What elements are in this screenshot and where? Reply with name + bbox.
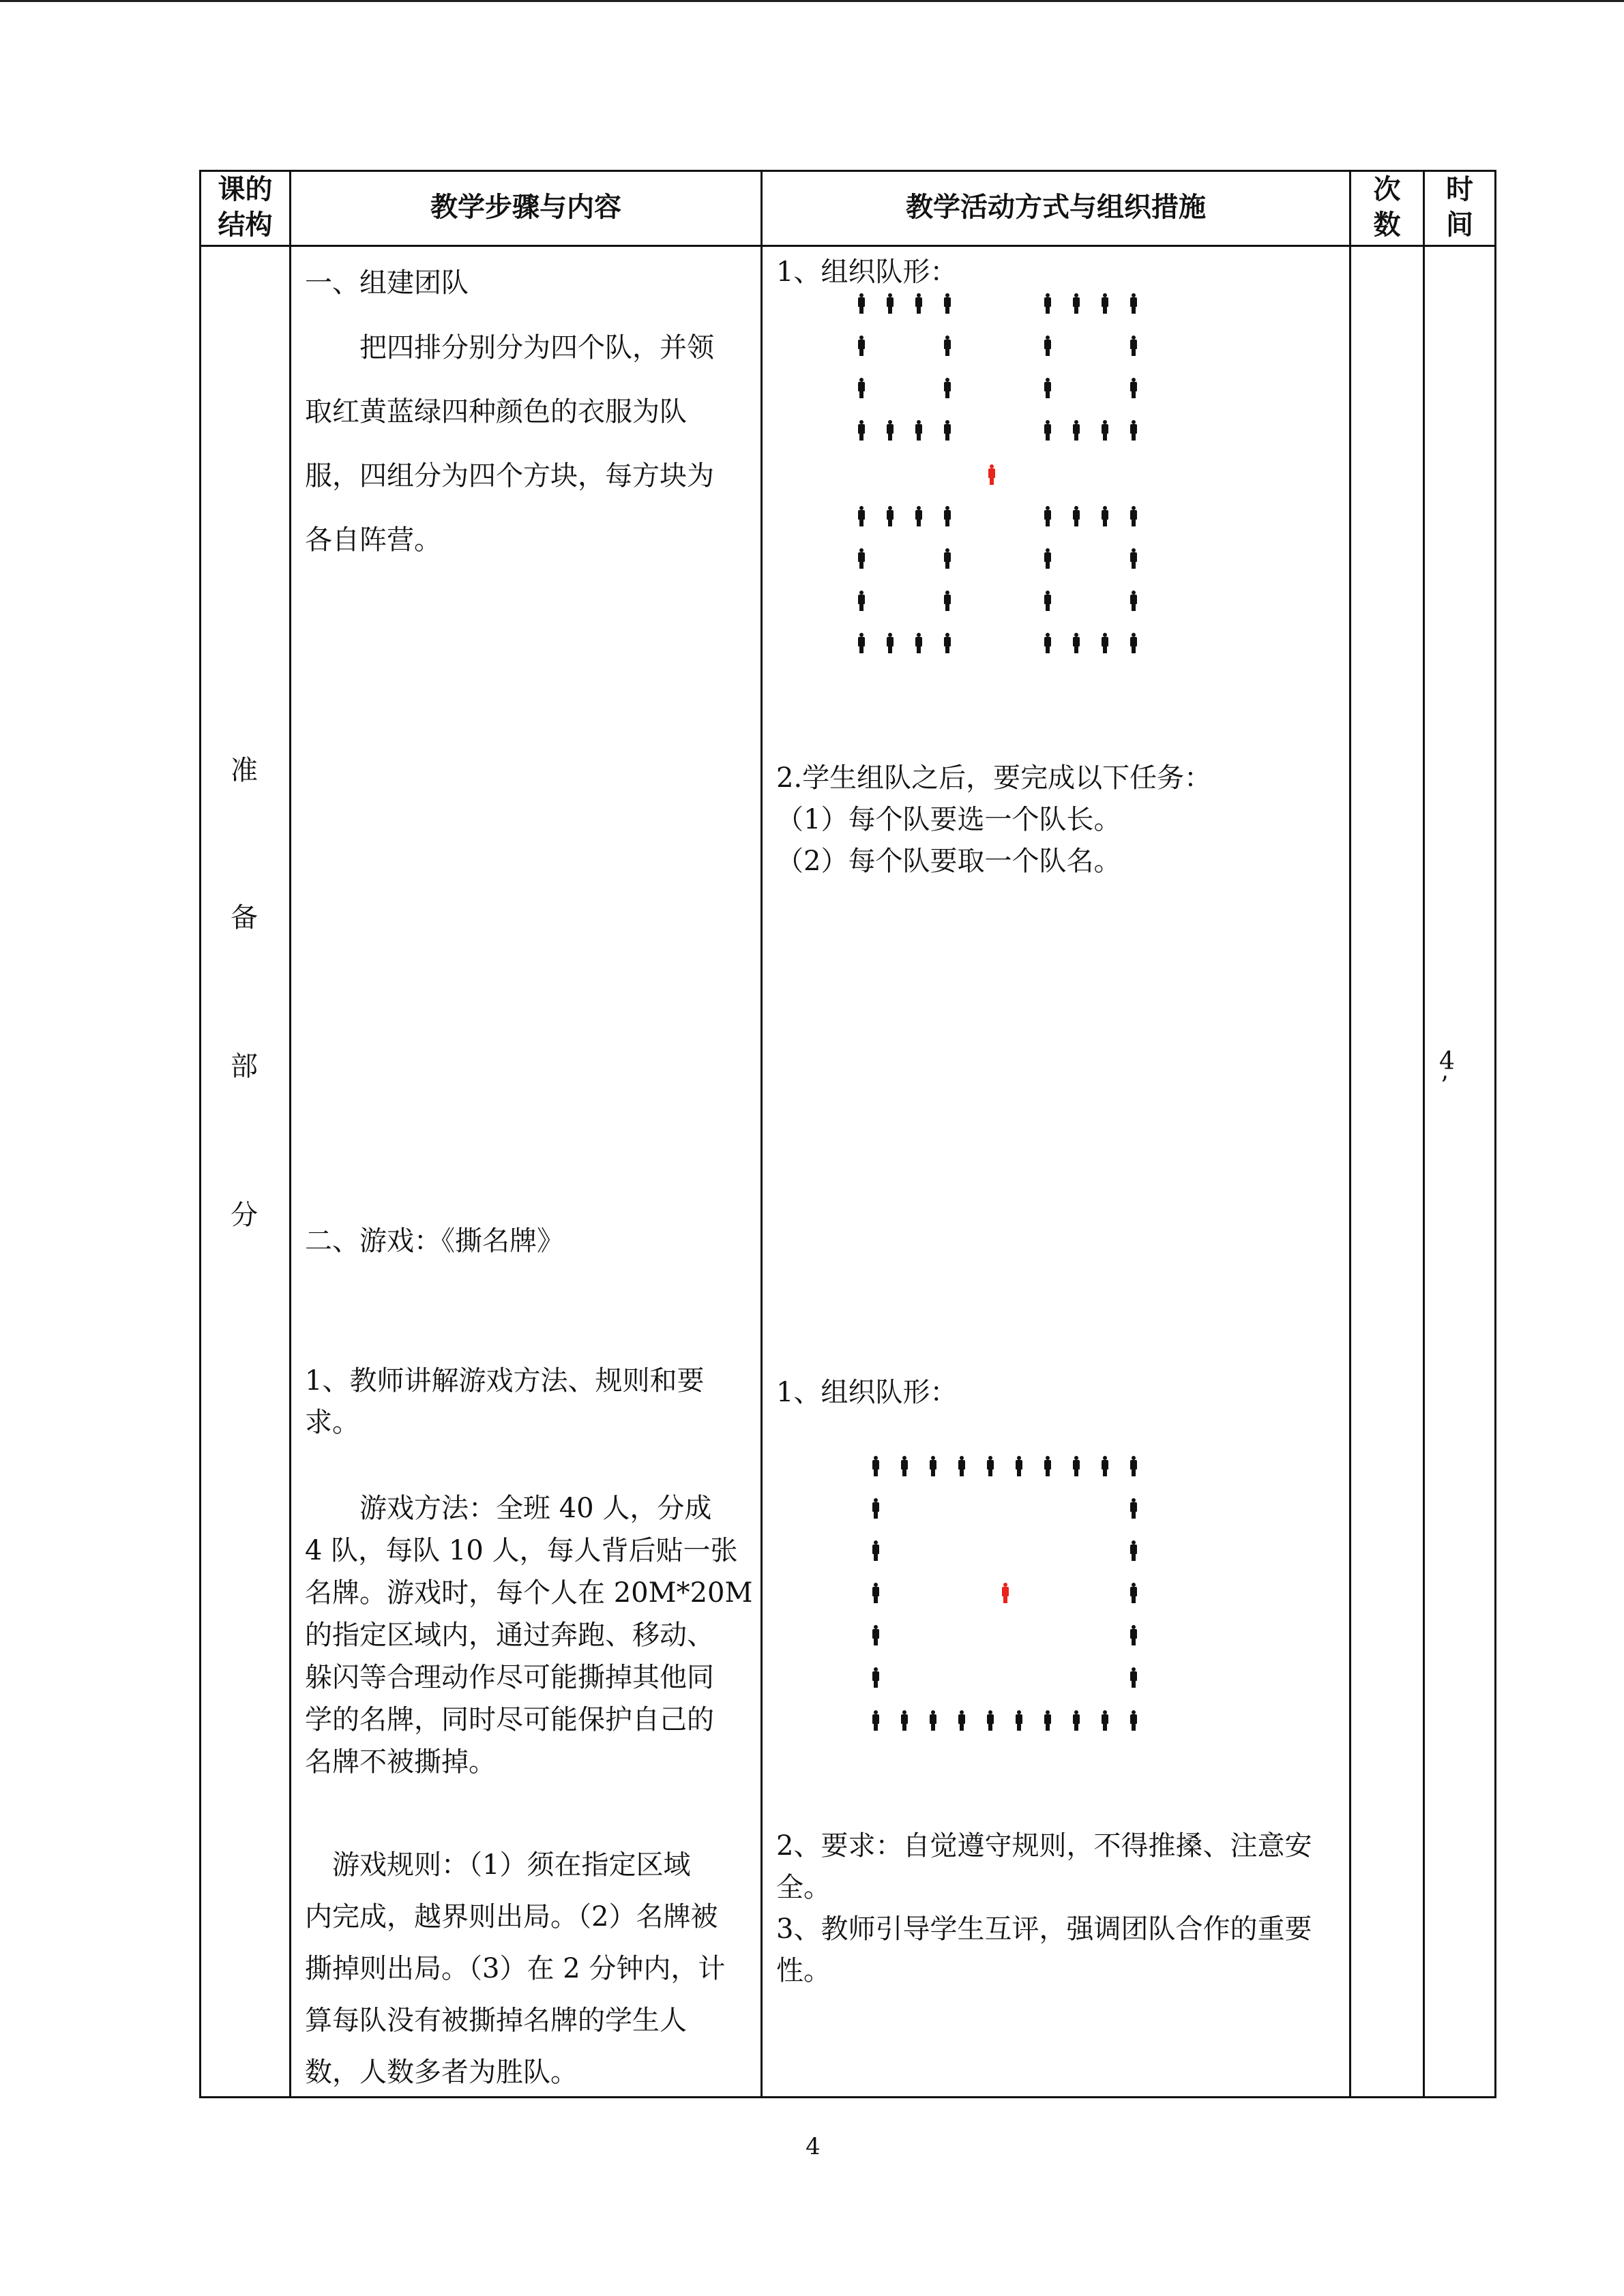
time-value: 4 — [1439, 1047, 1455, 1075]
student-figure-icon — [1044, 591, 1050, 611]
student-figure-icon — [987, 1710, 993, 1731]
student-figure-icon — [944, 378, 950, 398]
student-figure-icon — [915, 420, 921, 441]
student-figure-icon — [1130, 1540, 1136, 1561]
student-figure-icon — [944, 336, 950, 356]
student-figure-icon — [1130, 506, 1136, 526]
part1-body-line-4: 各自阵营。 — [305, 524, 441, 556]
formation1-title: 1、组织队形： — [776, 256, 958, 288]
student-figure-icon — [1130, 420, 1136, 441]
header-structure-line-2: 结构 — [218, 209, 273, 241]
header-count-line-2: 数 — [1373, 209, 1401, 241]
student-figure-icon — [1130, 591, 1136, 611]
teacher-figure-icon — [1002, 1583, 1008, 1603]
tasks-title: 2.学生组队之后，要完成以下任务： — [776, 762, 1212, 794]
student-figure-icon — [887, 420, 893, 441]
student-figure-icon — [1130, 293, 1136, 314]
student-figure-icon — [901, 1710, 907, 1731]
student-figure-icon — [887, 633, 893, 653]
student-figure-icon — [944, 548, 950, 569]
student-figure-icon — [887, 293, 893, 314]
student-figure-icon — [987, 1456, 993, 1476]
student-figure-icon — [901, 1456, 907, 1476]
student-figure-icon — [858, 293, 864, 314]
column-divider-structure — [289, 170, 291, 2098]
header-time — [1425, 172, 1494, 243]
student-figure-icon — [944, 293, 950, 314]
method-line-7: 名牌不被撕掉。 — [305, 1746, 496, 1778]
student-figure-icon — [958, 1456, 964, 1476]
student-figure-icon — [930, 1456, 936, 1476]
rules-line-4: 算每队没有被撕掉名牌的学生人 — [305, 2005, 687, 2036]
part1-body-line-2: 取红黄蓝绿四种颜色的衣服为队 — [305, 396, 687, 428]
rules-line-3: 撕掉则出局。（3）在 2 分钟内，计 — [305, 1953, 726, 1984]
student-figure-icon — [1073, 293, 1079, 314]
student-figure-icon — [1044, 633, 1050, 653]
student-figure-icon — [1102, 1456, 1108, 1476]
student-figure-icon — [1130, 1583, 1136, 1603]
student-figure-icon — [872, 1583, 879, 1603]
student-figure-icon — [858, 420, 864, 441]
student-figure-icon — [1044, 336, 1050, 356]
student-figure-icon — [1130, 633, 1136, 653]
section-label-char-4: 分 — [231, 1199, 258, 1231]
student-figure-icon — [872, 1625, 879, 1645]
student-figure-icon — [872, 1498, 879, 1519]
student-figure-icon — [1102, 420, 1108, 441]
header-structure-line-1: 课的 — [218, 174, 273, 205]
student-figure-icon — [872, 1710, 879, 1731]
evaluation-line-2: 性。 — [776, 1955, 831, 1986]
section-label-char-1: 准 — [231, 755, 258, 786]
student-figure-icon — [858, 336, 864, 356]
header-time-line-1: 时 — [1446, 174, 1473, 205]
part1-body-line-1: 把四排分别分为四个队，并领 — [305, 332, 714, 363]
table-border-bottom — [199, 2096, 1496, 2098]
requirement-line-1: 2、要求：自觉遵守规则，不得推搡、注意安 — [776, 1830, 1312, 1862]
student-figure-icon — [930, 1710, 936, 1731]
student-figure-icon — [1073, 1456, 1079, 1476]
student-figure-icon — [915, 633, 921, 653]
student-figure-icon — [858, 378, 864, 398]
student-figure-icon — [1044, 293, 1050, 314]
student-figure-icon — [1044, 506, 1050, 526]
section-label-char-3: 部 — [231, 1051, 258, 1082]
part2-intro-line-1: 1、教师讲解游戏方法、规则和要 — [305, 1365, 705, 1397]
student-figure-icon — [944, 506, 950, 526]
student-figure-icon — [1102, 506, 1108, 526]
method-line-4: 的指定区域内，通过奔跑、移动、 — [305, 1620, 714, 1651]
student-figure-icon — [1130, 378, 1136, 398]
section-label-char-2: 备 — [231, 902, 258, 934]
header-steps: 教学步骤与内容 — [430, 192, 621, 223]
student-figure-icon — [1130, 1625, 1136, 1645]
student-figure-icon — [1044, 1710, 1050, 1731]
student-figure-icon — [944, 591, 950, 611]
student-figure-icon — [1130, 1667, 1136, 1688]
part2-intro-line-2: 求。 — [305, 1407, 359, 1438]
student-figure-icon — [1130, 336, 1136, 356]
student-figure-icon — [1016, 1456, 1022, 1476]
task-line-1: （1）每个队要选一个队长。 — [776, 804, 1121, 835]
method-line-1: 游戏方法：全班 40 人，分成 — [305, 1493, 712, 1524]
column-divider-activities — [1349, 170, 1351, 2098]
requirement-line-2: 全。 — [776, 1872, 831, 1903]
time-unit: ’ — [1441, 1072, 1449, 1100]
student-figure-icon — [1130, 1710, 1136, 1731]
student-figure-icon — [915, 293, 921, 314]
student-figure-icon — [915, 506, 921, 526]
header-divider — [199, 245, 1496, 247]
student-figure-icon — [1102, 1710, 1108, 1731]
rules-line-1: 游戏规则：（1）须在指定区域 — [305, 1849, 691, 1881]
header-activities: 教学活动方式与组织措施 — [906, 192, 1206, 223]
student-figure-icon — [858, 548, 864, 569]
table-border-left — [199, 170, 201, 2098]
page-top-border — [0, 0, 1624, 2]
evaluation-line-1: 3、教师引导学生互评，强调团队合作的重要 — [776, 1913, 1312, 1945]
part2-title: 二、游戏：《撕名牌》 — [305, 1225, 564, 1257]
student-figure-icon — [872, 1456, 879, 1476]
student-figure-icon — [1044, 378, 1050, 398]
header-time-line-2: 间 — [1446, 209, 1473, 241]
rules-line-5: 数，人数多者为胜队。 — [305, 2057, 578, 2088]
student-figure-icon — [1044, 420, 1050, 441]
method-line-5: 躲闪等合理动作尽可能撕掉其他同 — [305, 1662, 714, 1693]
part1-body-line-3: 服，四组分为四个方块，每方块为 — [305, 460, 714, 492]
student-figure-icon — [858, 506, 864, 526]
header-structure — [201, 172, 289, 243]
part1-title: 一、组建团队 — [305, 267, 469, 299]
student-figure-icon — [1073, 420, 1079, 441]
student-figure-icon — [958, 1710, 964, 1731]
student-figure-icon — [858, 633, 864, 653]
method-line-3: 名牌。游戏时，每个人在 20M*20M — [305, 1577, 753, 1609]
formation2-title: 1、组织队形： — [776, 1377, 958, 1408]
student-figure-icon — [1130, 548, 1136, 569]
column-divider-count — [1423, 170, 1425, 2098]
student-figure-icon — [887, 506, 893, 526]
table-border-top — [199, 170, 1496, 172]
header-count — [1351, 172, 1423, 243]
student-figure-icon — [1102, 293, 1108, 314]
method-line-2: 4 队，每队 10 人，每人背后贴一张 — [305, 1535, 738, 1566]
student-figure-icon — [1130, 1456, 1136, 1476]
student-figure-icon — [1073, 506, 1079, 526]
student-figure-icon — [1102, 633, 1108, 653]
page-number: 4 — [806, 2133, 821, 2160]
method-line-6: 学的名牌，同时尽可能保护自己的 — [305, 1704, 714, 1735]
student-figure-icon — [1073, 633, 1079, 653]
student-figure-icon — [944, 420, 950, 441]
student-figure-icon — [944, 633, 950, 653]
student-figure-icon — [858, 591, 864, 611]
teacher-figure-icon — [988, 464, 994, 485]
student-figure-icon — [872, 1540, 879, 1561]
rules-line-2: 内完成，越界则出局。（2）名牌被 — [305, 1901, 718, 1933]
student-figure-icon — [1044, 548, 1050, 569]
column-divider-steps — [761, 170, 763, 2098]
student-figure-icon — [1044, 1456, 1050, 1476]
student-figure-icon — [1016, 1710, 1022, 1731]
header-count-line-1: 次 — [1373, 174, 1401, 205]
table-border-right — [1494, 170, 1496, 2098]
task-line-2: （2）每个队要取一个队名。 — [776, 846, 1121, 877]
student-figure-icon — [1073, 1710, 1079, 1731]
student-figure-icon — [1130, 1498, 1136, 1519]
student-figure-icon — [872, 1667, 879, 1688]
